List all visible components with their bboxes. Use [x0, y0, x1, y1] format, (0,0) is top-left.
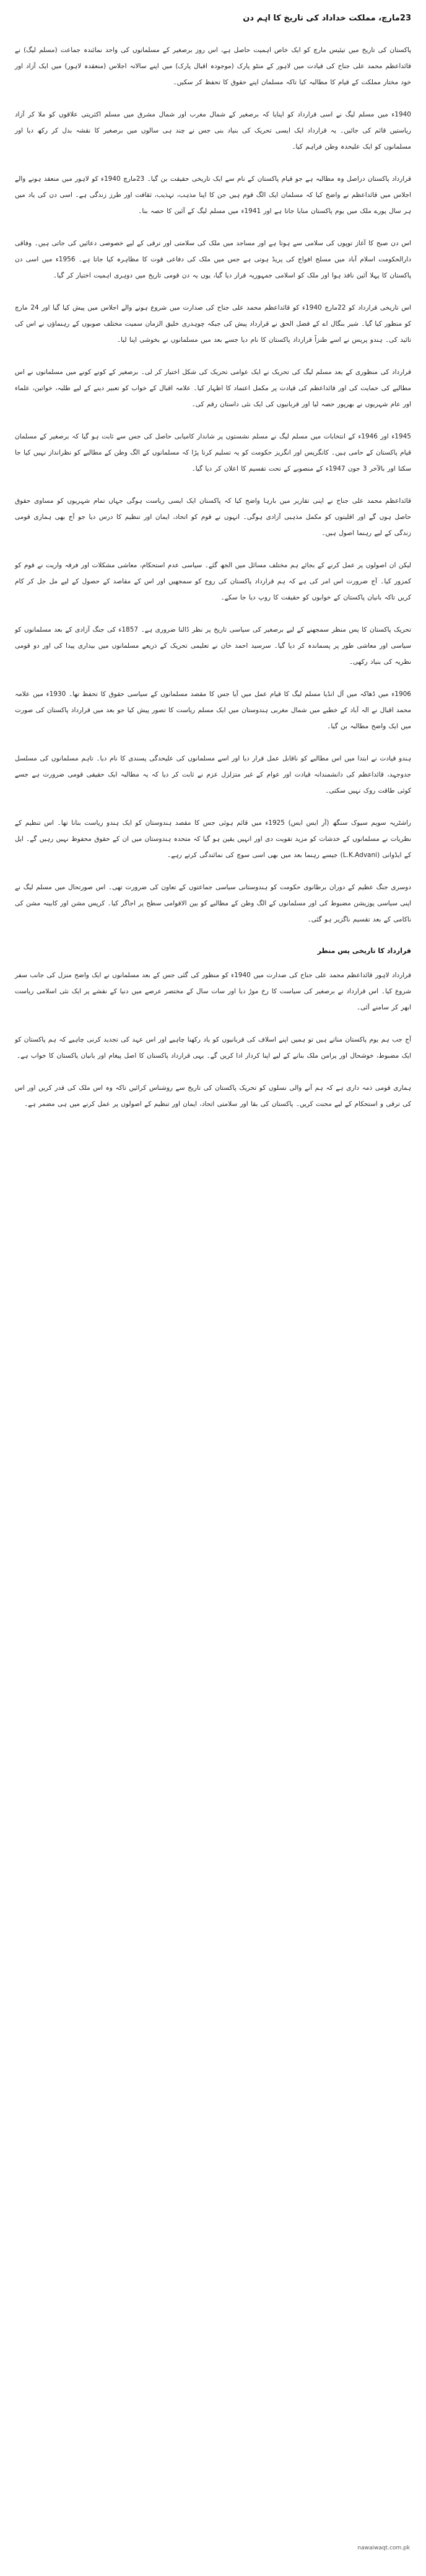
article-body — [15, 42, 411, 1112]
article-paragraph: پاکستان کی تاریخ میں تیئیس مارچ کو ایک خاص اہمیت حاصل ہے، اس روز برصغیر کے مسلمانوں کی واحد نمائندہ جماعت (مسلم لیگ) نے قائداعظم محمد علی جناح کی قیادت میں لاہور کے منٹو پارک (موجودہ اقبال پارک) میں اپنے سالانہ اجلاس (منعقدہ لاہور) میں ایک آزاد اور خود مختار مملکت کے قیام کا مطالبہ کیا تاکہ مسلمان اپنے حقوق کا تحفظ کر سکیں۔ — [15, 46, 411, 86]
article-paragraph: قرارداد پاکستان دراصل وہ مطالبہ ہے جو قیام پاکستان کے نام سے ایک تاریخی حقیقت بن گیا۔ 23مارچ 1940ء کو لاہور میں منعقد ہونے والے اجلاس میں قائداعظم نے واضح کیا کہ مسلمان ایک الگ قوم ہیں جن کا اپنا مذہب، تہذیب، ثقافت اور طرز زندگی ہے۔ اسی دن کی یاد میں ہر سال پورے ملک میں یوم پاکستان منایا جاتا ہے اور 1941ء میں مسلم لیگ کے آئین کا حصہ بنا۔ — [15, 175, 411, 215]
article-paragraph: قرارداد لاہور قائداعظم محمد علی جناح کی صدارت میں 1940ء کو منظور کی گئی جس کے بعد مسلمانوں نے ایک واضح منزل کی جانب سفر شروع کیا۔ اس قرارداد نے برصغیر کی سیاست کا رخ موڑ دیا اور سات سال کے مختصر عرصے میں دنیا کے نقشے پر ایک نئی اسلامی ریاست ابھر کر سامنے آئی۔ — [15, 972, 411, 1011]
article-headline: 23مارچ، مملکت خداداد کی تاریخ کا اہم دن — [243, 14, 411, 23]
article-paragraph: ہماری قومی ذمہ داری ہے کہ ہم آنے والی نسلوں کو تحریک پاکستان کی تاریخ سے روشناس کرائیں تاکہ وہ اس ملک کی قدر کریں اور اس کی ترقی و استحکام کے لیے محنت کریں۔ پاکستان کی بقا اور سلامتی اتحاد، ایمان اور تنظیم کے اصولوں پر عمل کرنے میں ہی مضمر ہے۔ — [15, 1084, 411, 1108]
article-paragraph: 1945ء اور 1946ء کے انتخابات میں مسلم لیگ نے مسلم نشستوں پر شاندار کامیابی حاصل کی جس سے ثابت ہو گیا کہ برصغیر کے مسلمان قیام پاکستان کے حامی ہیں۔ کانگریس اور انگریز حکومت کو یہ تسلیم کرنا پڑا کہ مسلمانوں کے الگ وطن کے مطالبے کو نظرانداز نہیں کیا جا سکتا اور بالآخر 3 جون 1947ء کے منصوبے کے تحت تقسیم کا اعلان کر دیا گیا۔ — [15, 433, 411, 472]
article-paragraph: لیکن ان اصولوں پر عمل کرنے کے بجائے ہم مختلف مسائل میں الجھ گئے۔ سیاسی عدم استحکام، معاشی مشکلات اور فرقہ واریت نے قوم کو کمزور کیا۔ آج ضرورت اس امر کی ہے کہ ہم قرارداد پاکستان کی روح کو سمجھیں اور اس کے مقاصد کے حصول کے لیے مل جل کر کام کریں تاکہ بانیان پاکستان کے خوابوں کو حقیقت کا روپ دیا جا سکے۔ — [15, 562, 411, 601]
article-paragraph: تحریک پاکستان کا پس منظر سمجھنے کے لیے برصغیر کی سیاسی تاریخ پر نظر ڈالنا ضروری ہے۔ 1857ء کی جنگ آزادی کے بعد مسلمانوں کو سیاسی اور معاشی طور پر پسماندہ کر دیا گیا۔ سرسید احمد خان نے تعلیمی تحریک کے ذریعے مسلمانوں میں بیداری پیدا کی اور دو قومی نظریہ کی بنیاد رکھی۔ — [15, 626, 411, 666]
section-subheading: قرارداد کا تاریخی پس منظر — [317, 947, 411, 955]
article-paragraph: آج جب ہم یوم پاکستان مناتے ہیں تو ہمیں اپنے اسلاف کی قربانیوں کو یاد رکھنا چاہیے اور اس عہد کی تجدید کرنی چاہیے کہ ہم پاکستان کو ایک مضبوط، خوشحال اور پرامن ملک بنانے کے لیے اپنا کردار ادا کریں گے۔ یہی قرارداد پاکستان کا اصل پیغام اور بانیان پاکستان کا خواب ہے۔ — [15, 1036, 411, 1060]
article-paragraph: اس دن صبح کا آغاز توپوں کی سلامی سے ہوتا ہے اور مساجد میں ملک کی سلامتی اور ترقی کے لیے خصوصی دعائیں کی جاتی ہیں۔ وفاقی دارالحکومت اسلام آباد میں مسلح افواج کی پریڈ ہوتی ہے جس میں ملک کی دفاعی قوت کا مظاہرہ کیا جاتا ہے۔ 1956ء میں اسی دن پاکستان کا پہلا آئین نافذ ہوا اور ملک کو اسلامی جمہوریہ قرار دیا گیا، یوں یہ دن قومی تاریخ میں دوہری اہمیت اختیار کر گیا۔ — [15, 240, 411, 279]
article-paragraph: قائداعظم محمد علی جناح نے اپنی تقاریر میں بارہا واضح کیا کہ پاکستان ایک ایسی ریاست ہوگی جہاں تمام شہریوں کو مساوی حقوق حاصل ہوں گے اور اقلیتوں کو مکمل مذہبی آزادی ہوگی۔ انہوں نے قوم کو اتحاد، ایمان اور تنظیم کا درس دیا جو آج بھی ہماری قومی زندگی کے لیے رہنما اصول ہیں۔ — [15, 497, 411, 537]
article-paragraph: اس تاریخی قرارداد کو 22مارچ 1940ء کو قائداعظم محمد علی جناح کی صدارت میں شروع ہونے والے اجلاس میں پیش کیا گیا اور 24 مارچ کو منظور کیا گیا۔ شیر بنگال اے کے فضل الحق نے قرارداد پیش کی جبکہ چوہدری خلیق الزمان سمیت مختلف صوبوں کے رہنماؤں نے اس کی تائید کی۔ ہندو پریس نے اسے طنزاً قرارداد پاکستان کا نام دیا جسے بعد میں مسلمانوں نے بخوشی اپنا لیا۔ — [15, 304, 411, 344]
article-paragraph: ہندو قیادت نے ابتدا میں اس مطالبے کو ناقابل عمل قرار دیا اور اسے مسلمانوں کی علیحدگی پسندی کا نام دیا۔ تاہم مسلمانوں کی مسلسل جدوجہد، قائداعظم کی دانشمندانہ قیادت اور عوام کے غیر متزلزل عزم نے ثابت کر دیا کہ یہ مطالبہ ایک حقیقی قومی ضرورت ہے جسے کوئی طاقت روک نہیں سکتی۔ — [15, 755, 411, 794]
article-paragraph: راشٹریہ سویم سیوک سنگھ (آر ایس ایس) 1925ء میں قائم ہوئی جس کا مقصد ہندوستان کو ایک ہندو ریاست بنانا تھا۔ اس تنظیم کے نظریات نے مسلمانوں کے خدشات کو مزید تقویت دی اور انہیں یقین ہو گیا کہ متحدہ ہندوستان میں ان کے حقوق محفوظ نہیں رہیں گے۔ ایل کے ایڈوانی (L.K.Advani) جیسے رہنما بعد میں بھی اسی سوچ کی نمائندگی کرتے رہے۔ — [15, 819, 411, 859]
article-paragraph: قرارداد کی منظوری کے بعد مسلم لیگ کی تحریک نے ایک عوامی تحریک کی شکل اختیار کر لی۔ برصغیر کے کونے کونے میں مسلمانوں نے اس مطالبے کی حمایت کی اور قائداعظم کی قیادت پر مکمل اعتماد کا اظہار کیا۔ علامہ اقبال کے خواب کو تعبیر دینے کے لیے طلبہ، خواتین، علماء اور عام شہریوں نے بھرپور حصہ لیا اور قربانیوں کی ایک نئی داستان رقم کی۔ — [15, 368, 411, 408]
article-paragraph: دوسری جنگ عظیم کے دوران برطانوی حکومت کو ہندوستانی سیاسی جماعتوں کے تعاون کی ضرورت تھی۔ اس صورتحال میں مسلم لیگ نے اپنی سیاسی پوزیشن مضبوط کی اور مسلمانوں کے الگ وطن کے مطالبے کو بین الاقوامی سطح پر اجاگر کیا۔ کرپس مشن اور کابینہ مشن کی ناکامی کے بعد تقسیم ناگزیر ہو گئی۔ — [15, 884, 411, 923]
article-paragraph: 1906ء میں ڈھاکہ میں آل انڈیا مسلم لیگ کا قیام عمل میں آیا جس کا مقصد مسلمانوں کے سیاسی حقوق کا تحفظ تھا۔ 1930ء میں علامہ محمد اقبال نے الہ آباد کے خطبے میں شمال مغربی ہندوستان میں ایک مسلم ریاست کا تصور پیش کیا جو بعد میں قرارداد پاکستان کی صورت میں ایک واضح مطالبہ بن گیا۔ — [15, 690, 411, 730]
source-url: nawaiwaqt.com.pk — [357, 2545, 410, 2551]
article-paragraph: 1940ء میں مسلم لیگ نے اسی قرارداد کو اپنایا کہ برصغیر کے شمال مغرب اور شمال مشرق میں مسلم اکثریتی علاقوں کو ملا کر آزاد ریاستیں قائم کی جائیں۔ یہ قرارداد ایک ایسی تحریک کی بنیاد بنی جس نے چند ہی سالوں میں برصغیر کا نقشہ بدل کر رکھ دیا اور مسلمانوں کو ایک علیحدہ وطن فراہم کیا۔ — [15, 111, 411, 150]
